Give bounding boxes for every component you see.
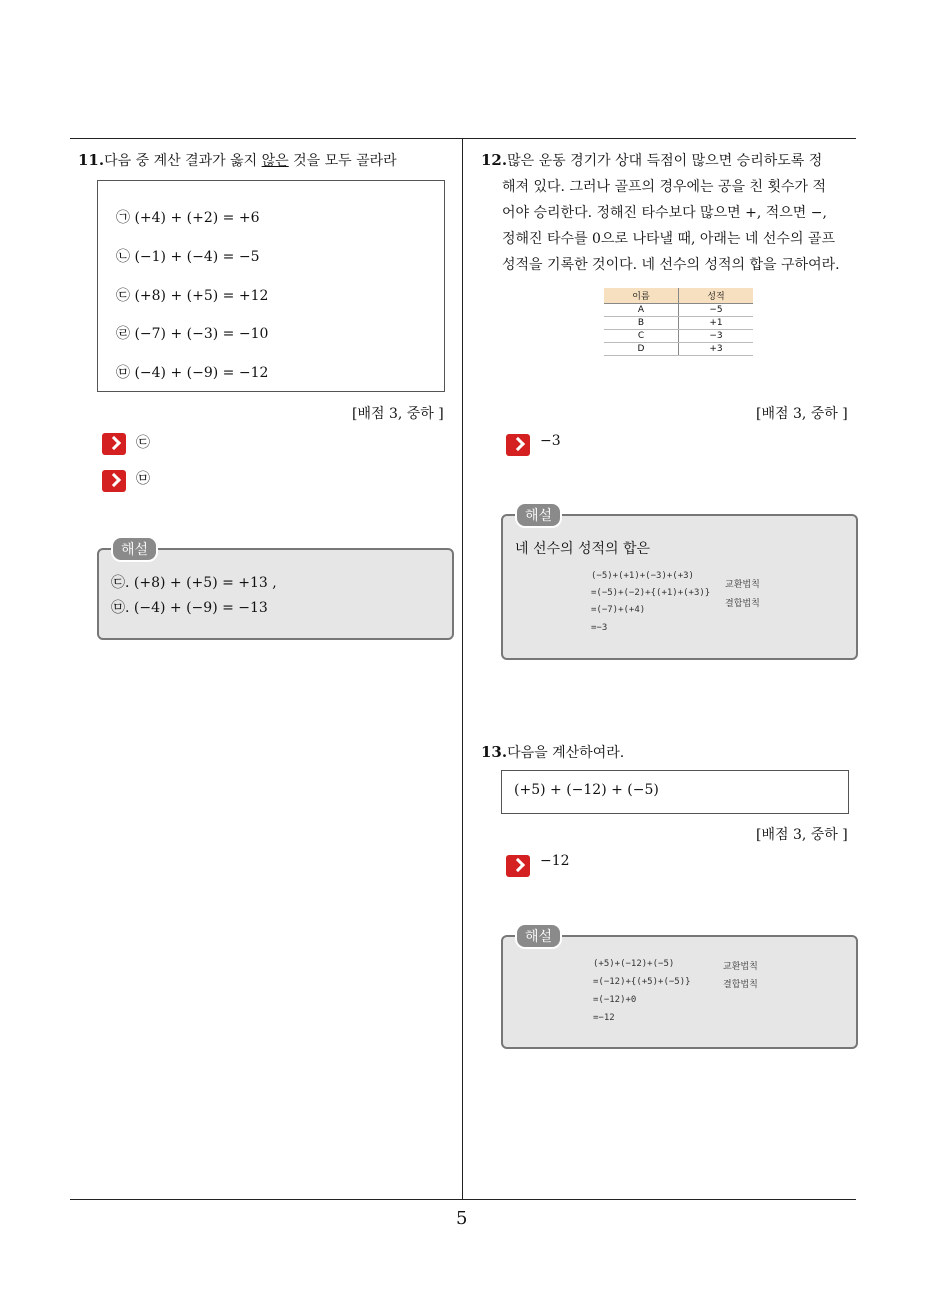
- q12-question-line-3: 어야 승리한다. 정해진 타수보다 많으면 +, 적으면 −,: [502, 205, 827, 221]
- q12-explanation-label: 해설: [515, 502, 562, 528]
- q11-choice-2: ㉡ (−1) + (−4) = −5: [116, 249, 260, 265]
- q11-heading: [78, 148, 397, 174]
- q12-table-cell: −3: [679, 330, 754, 343]
- column-divider: [462, 138, 463, 1200]
- q12-score-table: [604, 288, 753, 356]
- table-row: [604, 343, 753, 356]
- q12-table-cell: B: [604, 317, 679, 330]
- bottom-rule: [70, 1199, 856, 1200]
- q12-table-header-score: 성적: [679, 288, 754, 304]
- q12-work-line-3: =(−7)+(+4): [591, 605, 646, 615]
- q12-work-line-1: (−5)+(+1)+(−3)+(+3): [591, 571, 694, 581]
- answer-arrow-icon: [506, 855, 530, 877]
- q12-table-cell: −5: [679, 304, 754, 317]
- q13-expression: (+5) + (−12) + (−5): [514, 782, 659, 798]
- q12-question-line-5: 성적을 기록한 것이다. 네 선수의 성적의 합을 구하여라.: [502, 257, 840, 273]
- q13-work-line-2: =(−12)+{(+5)+(−5)}: [593, 977, 691, 987]
- q13-question: 다음을 계산하여라.: [507, 745, 625, 761]
- q13-answer: −12: [540, 853, 570, 869]
- q11-explanation-label: 해설: [111, 536, 158, 562]
- q13-expression-box: [501, 770, 849, 814]
- q12-table-cell: C: [604, 330, 679, 343]
- q13-explanation-box: [501, 929, 858, 1049]
- answer-arrow-icon: [506, 434, 530, 456]
- q11-answer-2: ㉤: [136, 471, 150, 487]
- q12-number: 12.: [481, 151, 508, 169]
- q12-work-line-4: =−3: [591, 623, 608, 633]
- q11-score: [배점 3, 중하 ]: [352, 406, 444, 422]
- q11-explanation-box: [97, 542, 454, 640]
- q12-table-cell: A: [604, 304, 679, 317]
- q11-choice-4: ㉣ (−7) + (−3) = −10: [116, 326, 269, 342]
- q11-number: 11.: [78, 151, 105, 169]
- q12-explanation-intro: 네 선수의 성적의 합은: [515, 541, 651, 557]
- q12-table-header-name: 이름: [604, 288, 679, 304]
- q12-heading: [481, 148, 861, 174]
- answer-arrow-icon: [102, 470, 126, 492]
- q12-table-cell: +1: [679, 317, 754, 330]
- q11-choices-box: [97, 180, 445, 392]
- q13-number: 13.: [481, 743, 508, 761]
- q13-work-note-1: 교환법칙: [723, 962, 758, 972]
- q12-work-note-2: 결합법칙: [725, 599, 760, 609]
- top-rule: [70, 138, 856, 139]
- table-row: [604, 304, 753, 317]
- q12-work-note-1: 교환법칙: [725, 580, 760, 590]
- q12-answer: −3: [540, 433, 561, 449]
- q11-choice-3: ㉢ (+8) + (+5) = +12: [116, 288, 269, 304]
- q12-question-line-2: 해져 있다. 그러나 골프의 경우에는 공을 친 횟수가 적: [502, 179, 827, 195]
- q11-choice-1: ㉠ (+4) + (+2) = +6: [116, 210, 260, 226]
- table-row: [604, 317, 753, 330]
- q12-question-line-4: 정해진 타수를 0으로 나타낼 때, 아래는 네 선수의 골프: [502, 231, 835, 247]
- q11-question-post: 것을 모두 골라라: [288, 153, 397, 169]
- table-row: [604, 330, 753, 343]
- q12-score: [배점 3, 중하 ]: [756, 406, 848, 422]
- answer-arrow-icon: [102, 433, 126, 455]
- q11-explanation-line-2: ㉤. (−4) + (−9) = −13: [111, 600, 268, 616]
- q13-score: [배점 3, 중하 ]: [756, 827, 848, 843]
- page-number: 5: [456, 1208, 468, 1229]
- q11-answer-1: ㉢: [136, 435, 150, 451]
- q13-work-line-1: (+5)+(−12)+(−5): [593, 959, 675, 969]
- q13-heading: [481, 740, 624, 766]
- q12-question-line-1: 많은 운동 경기가 상대 득점이 많으면 승리하도록 정: [507, 153, 823, 169]
- q11-choice-5: ㉤ (−4) + (−9) = −12: [116, 365, 269, 381]
- q13-work-note-2: 결합법칙: [723, 980, 758, 990]
- q11-question-pre: 다음 중 계산 결과가 옳지: [104, 153, 262, 169]
- q13-work-line-4: =−12: [593, 1013, 615, 1023]
- q12-table-cell: D: [604, 343, 679, 356]
- q11-question-underlined: 않은: [261, 153, 289, 169]
- q12-explanation-box: [501, 508, 858, 660]
- q13-explanation-label: 해설: [515, 923, 562, 949]
- q13-work-line-3: =(−12)+0: [593, 995, 637, 1005]
- q11-explanation-line-1: ㉢. (+8) + (+5) = +13 ,: [111, 575, 277, 591]
- q12-work-line-2: =(−5)+(−2)+{(+1)+(+3)}: [591, 588, 711, 598]
- q12-table-cell: +3: [679, 343, 754, 356]
